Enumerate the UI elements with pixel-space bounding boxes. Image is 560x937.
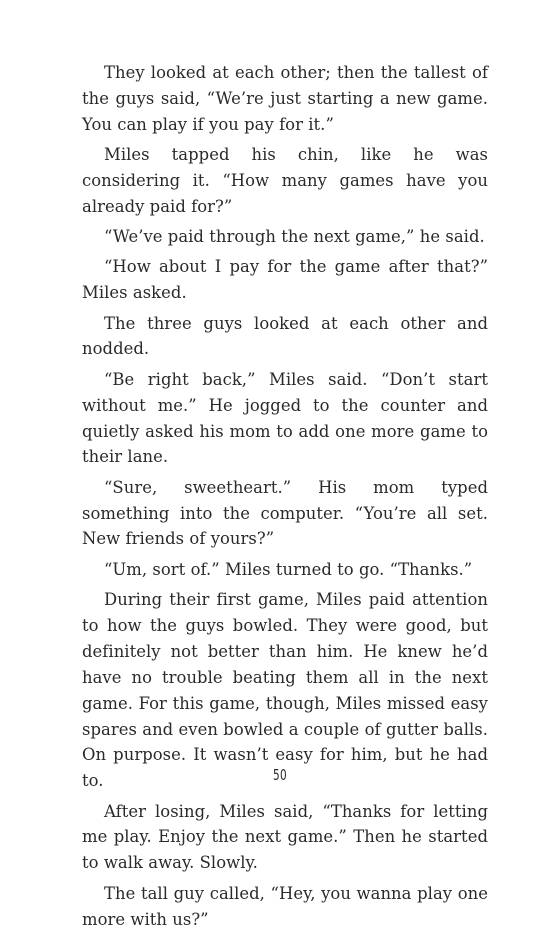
paragraph-2: Miles tapped his chin, like he was considering it. “How many games have you already paid for?” [82,145,488,216]
paragraph-9: During their first game, Miles paid attention to how the guys bowled. They were good, but definitely not better than him. He knew he’d have no trouble beating them all in the next game. For this game, though, Miles missed easy spares and even bowled a couple of gutter balls. On purpose. It wasn’t easy for him, but he had to. [82,589,488,791]
page-number: 50 [272,766,288,784]
paragraph-1: They looked at each other; then the tallest of the guys said, “We’re just starting a new game. You can play if you pay for it.” [82,63,488,134]
paragraph-6: “Be right back,” Miles said. “Don’t start without me.” He jogged to the counter and quietly asked his mom to add one more game to their lane. [82,369,488,467]
paragraph-3: “We’ve paid through the next game,” he said. [104,227,485,247]
paragraph-5: The three guys looked at each other and nodded. [82,313,488,359]
paragraph-10: After losing, Miles said, “Thanks for letting me play. Enjoy the next game.” Then he started to walk away. Slowly. [82,801,488,873]
page-body [82,60,488,937]
paragraph-8: “Um, sort of.” Miles turned to go. “Thanks.” [104,559,473,579]
paragraph-11: The tall guy called, “Hey, you wanna play one more with us?” [82,883,488,929]
paragraph-7: “Sure, sweetheart.” His mom typed something into the computer. “You’re all set. New friends of yours?” [82,477,488,549]
paragraph-4: “How about I pay for the game after that?” Miles asked. [82,257,488,303]
